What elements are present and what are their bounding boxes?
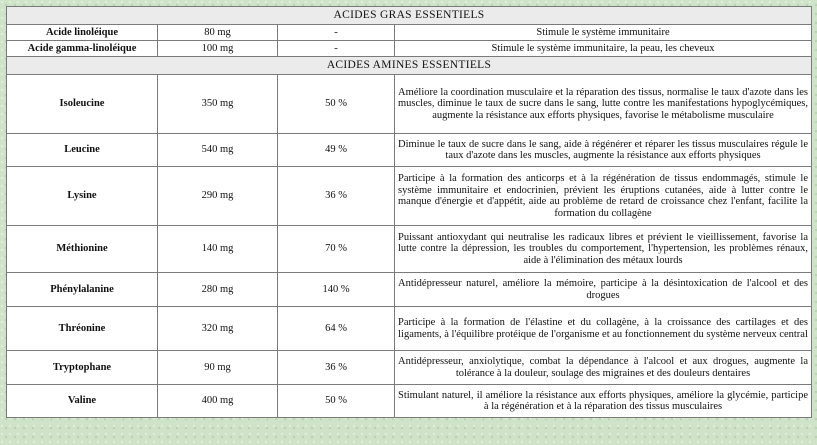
- nutrient-dose: 540 mg: [158, 134, 278, 167]
- nutrient-percent: 50 %: [278, 75, 395, 134]
- nutrient-dose: 290 mg: [158, 167, 278, 226]
- table-row: [7, 385, 812, 418]
- nutrient-name: Phénylalanine: [7, 273, 158, 307]
- nutrient-dose: 400 mg: [158, 385, 278, 418]
- nutrient-name: Tryptophane: [7, 351, 158, 385]
- nutrient-description: Participe à la formation des anticorps et à la régénération de tissus endommagés, stimule le système immunitaire et endocrinien, prévient les éruptions cutanées, aide à lutter contre le manque d'énergie et d'appétit, aide au problème de retard de croissance chez l'enfant, facilite la formation du collagène: [395, 167, 812, 226]
- nutrient-percent: -: [278, 25, 395, 41]
- table-row: [7, 351, 812, 385]
- section-header: [7, 57, 812, 75]
- nutrient-description: Antidépresseur naturel, améliore la mémoire, participe à la désintoxication de l'alcool et des drogues: [395, 273, 812, 307]
- nutrient-description: Stimule le système immunitaire: [395, 25, 812, 41]
- section-header: [7, 7, 812, 25]
- nutrient-percent: 140 %: [278, 273, 395, 307]
- nutrient-dose: 80 mg: [158, 25, 278, 41]
- nutrient-percent: 36 %: [278, 167, 395, 226]
- table-row: [7, 75, 812, 134]
- nutrient-name: Thréonine: [7, 307, 158, 351]
- nutrient-table-container: [6, 6, 811, 439]
- nutrient-description: Antidépresseur, anxiolytique, combat la dépendance à l'alcool et aux drogues, augmente la tolérance à la douleur, soulage des migraines et des douleurs dentaires: [395, 351, 812, 385]
- nutrient-dose: 280 mg: [158, 273, 278, 307]
- nutrient-dose: 90 mg: [158, 351, 278, 385]
- nutrient-name: Leucine: [7, 134, 158, 167]
- table-row: [7, 41, 812, 57]
- nutrient-dose: 320 mg: [158, 307, 278, 351]
- nutrient-percent: 50 %: [278, 385, 395, 418]
- section-title: ACIDES AMINES ESSENTIELS: [7, 57, 812, 75]
- table-row: [7, 25, 812, 41]
- nutrient-description: Participe à la formation de l'élastine et du collagène, à la croissance des cartilages et des ligaments, à l'équilibre protéique de l'organisme et au fonctionnement du système nerveux central: [395, 307, 812, 351]
- nutrient-dose: 140 mg: [158, 226, 278, 273]
- table-row: [7, 226, 812, 273]
- table-row: [7, 167, 812, 226]
- nutrient-description: Diminue le taux de sucre dans le sang, aide à régénérer et réparer les tissus musculaires régule le taux d'azote dans les muscles, augmente la résistance aux efforts physiques: [395, 134, 812, 167]
- nutrient-percent: 36 %: [278, 351, 395, 385]
- section-title: ACIDES GRAS ESSENTIELS: [7, 7, 812, 25]
- nutrient-description: Puissant antioxydant qui neutralise les radicaux libres et prévient le vieillissement, favorise la lutte contre la dépression, les troubles du comportement, l'hypertension, les problèmes rénaux, aide à l'élimination des métaux lourds: [395, 226, 812, 273]
- nutrient-name: Acide linoléique: [7, 25, 158, 41]
- table-row: [7, 134, 812, 167]
- nutrient-percent: 64 %: [278, 307, 395, 351]
- nutrient-description: Stimule le système immunitaire, la peau, les cheveux: [395, 41, 812, 57]
- nutrient-percent: 70 %: [278, 226, 395, 273]
- nutrient-percent: -: [278, 41, 395, 57]
- nutrient-percent: 49 %: [278, 134, 395, 167]
- nutrient-name: Acide gamma-linoléique: [7, 41, 158, 57]
- nutrient-name: Lysine: [7, 167, 158, 226]
- nutrient-dose: 350 mg: [158, 75, 278, 134]
- nutrient-name: Méthionine: [7, 226, 158, 273]
- table-row: [7, 307, 812, 351]
- nutrient-name: Valine: [7, 385, 158, 418]
- nutrient-description: Stimulant naturel, il améliore la résistance aux efforts physiques, améliore la glycémie, participe à la régénération et à la réparation des tissus musculaires: [395, 385, 812, 418]
- nutrient-table: [6, 6, 812, 418]
- nutrient-name: Isoleucine: [7, 75, 158, 134]
- nutrient-dose: 100 mg: [158, 41, 278, 57]
- nutrient-description: Améliore la coordination musculaire et la réparation des tissus, normalise le taux d'azote dans les muscles, diminue le taux de sucre dans le sang, lutte contre les manifestations hypoglycémiques, augmente la résistance aux efforts physiques, favorise le métabolisme musculaire: [395, 75, 812, 134]
- table-row: [7, 273, 812, 307]
